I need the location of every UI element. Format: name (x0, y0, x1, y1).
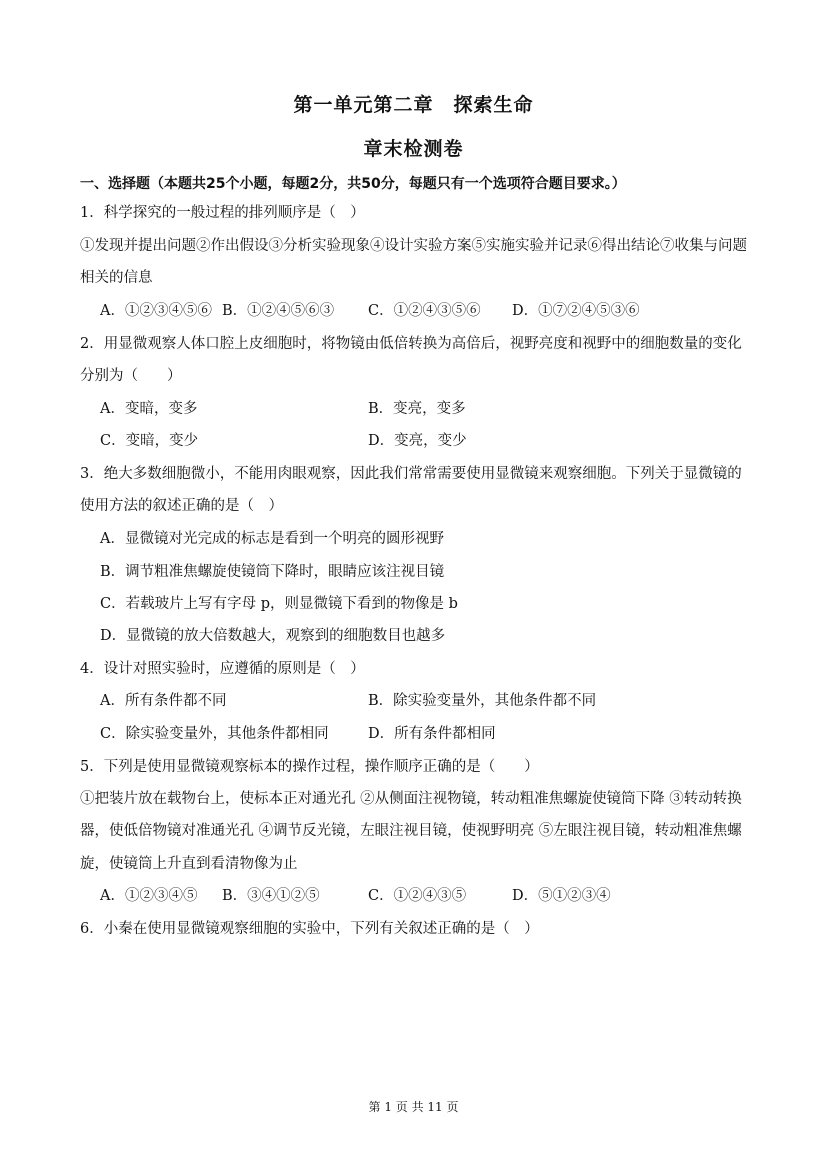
question-2-option-c: C．变暗，变少 (100, 433, 199, 449)
question-5-stem-line4: 旋，使镜筒上升直到看清物像为止 (80, 856, 298, 872)
question-4-option-b: B．除实验变量外，其他条件都不同 (368, 693, 597, 709)
question-3-stem: 3．绝大多数细胞微小，不能用肉眼观察，因此我们常常需要使用显微镜来观察细胞。下列关于显微镜的 (80, 466, 742, 482)
question-1-option-c: C．①②④③⑤⑥ (368, 303, 481, 319)
question-5-option-d: D．⑤①②③④ (512, 888, 611, 904)
question-1-option-b: B．①②④⑤⑥③ (222, 303, 335, 319)
section-heading: 一、选择题（本题共25个小题，每题2分，共50分，每题只有一个选项符合题目要求。） (80, 176, 626, 192)
question-5-option-a: A．①②③④⑤ (100, 888, 198, 904)
question-3-option-a: A．显微镜对光完成的标志是看到一个明亮的圆形视野 (100, 531, 444, 547)
question-4-option-a: A．所有条件都不同 (100, 693, 227, 709)
question-3-option-d: D．显微镜的放大倍数越大，观察到的细胞数目也越多 (100, 628, 446, 644)
question-2-option-b: B．变亮，变多 (368, 401, 466, 417)
question-2-stem: 2．用显微观察人体口腔上皮细胞时，将物镜由低倍转换为高倍后，视野亮度和视野中的细胞数量的变化 (80, 336, 742, 352)
question-3-stem-line2: 使用方法的叙述正确的是（ ） (80, 498, 283, 514)
question-3-option-b: B．调节粗准焦螺旋使镜筒下降时，眼睛应该注视目镜 (100, 564, 445, 580)
question-5-option-c: C．①②④③⑤ (368, 888, 467, 904)
question-1-option-a: A．①②③④⑤⑥ (100, 303, 212, 319)
question-4-option-c: C．除实验变量外，其他条件都相同 (100, 726, 329, 742)
question-6-stem: 6．小秦在使用显微镜观察细胞的实验中，下列有关叙述正确的是（ ） (80, 921, 539, 937)
question-5-option-b: B．③④①②⑤ (222, 888, 320, 904)
question-5-stem: 5．下列是使用显微镜观察标本的操作过程，操作顺序正确的是（ ） (80, 759, 539, 775)
question-3-option-c: C．若载玻片上写有字母 p，则显微镜下看到的物像是 b (100, 596, 458, 612)
question-2-option-d: D．变亮，变少 (368, 433, 467, 449)
question-5-stem-line3: 器，使低倍物镜对准通光孔 ④调节反光镜，左眼注视目镜，使视野明亮 ⑤左眼注视目镜，转动粗准焦螺 (80, 823, 742, 839)
question-1-stem-line2: ①发现并提出问题②作出假设③分析实验现象④设计实验方案⑤实施实验并记录⑥得出结论⑦收集与问题 (80, 238, 747, 254)
question-4-stem: 4．设计对照实验时，应遵循的原则是（ ） (80, 661, 365, 677)
question-4-option-d: D．所有条件都相同 (368, 726, 496, 742)
question-1-stem-line3: 相关的信息 (80, 270, 153, 286)
page-footer: 第 1 页 共 11 页 (368, 1100, 459, 1114)
question-2-stem-line2: 分别为（ ） (80, 368, 182, 384)
question-2-option-a: A．变暗，变多 (100, 401, 198, 417)
question-1-stem: 1．科学探究的一般过程的排列顺序是（ ） (80, 205, 365, 221)
page-subtitle: 章末检测卷 (363, 138, 464, 160)
question-5-stem-line2: ①把装片放在载物台上，使标本正对通光孔 ②从侧面注视物镜，转动粗准焦螺旋使镜筒下降 ③转动转换 (80, 791, 742, 807)
page-title: 第一单元第二章 探索生命 (293, 94, 534, 116)
question-1-option-d: D．①⑦②④⑤③⑥ (512, 303, 640, 319)
